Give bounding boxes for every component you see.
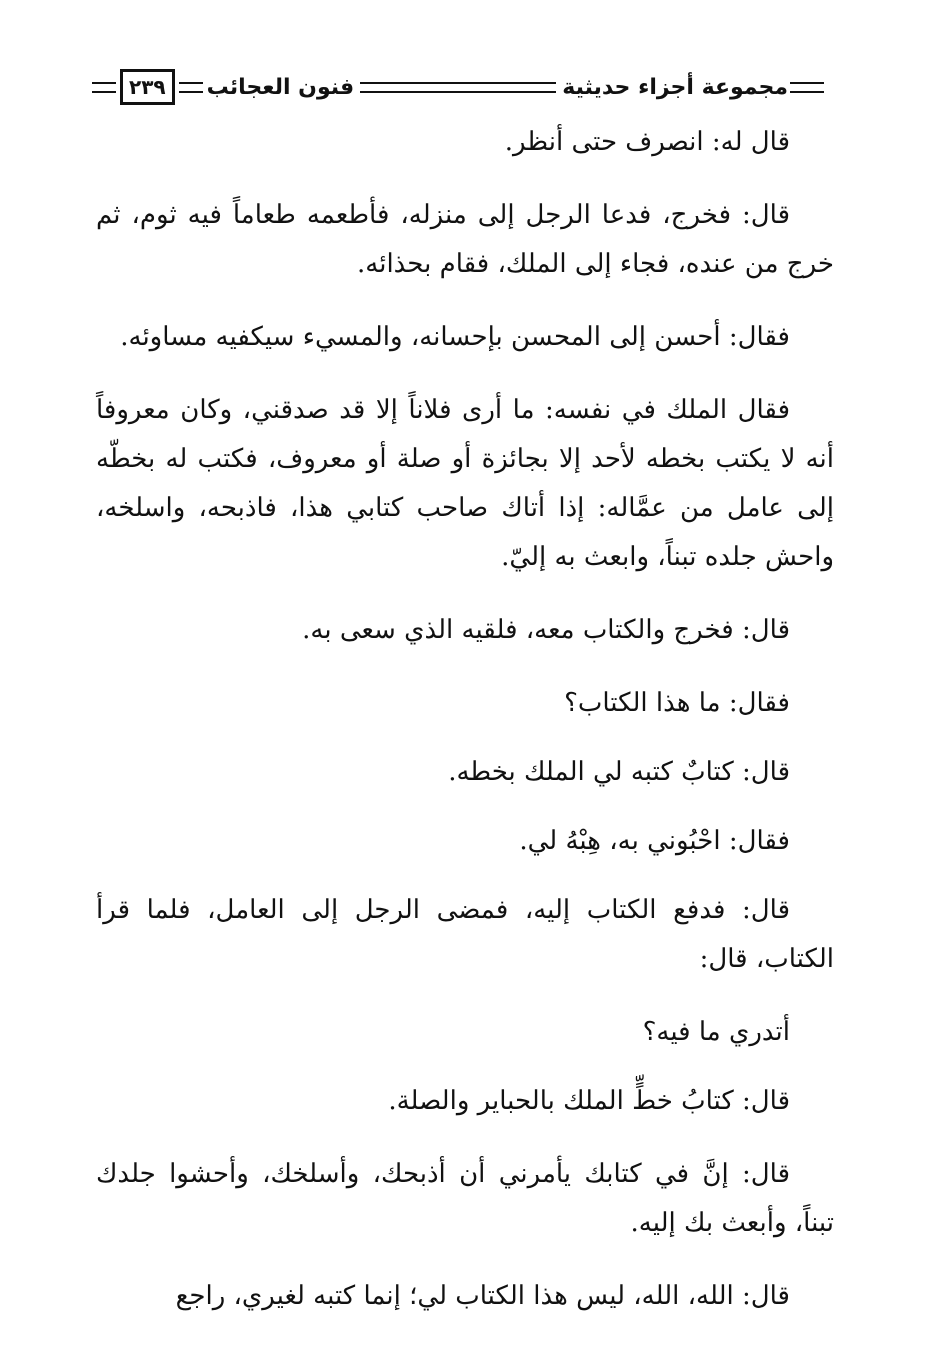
paragraph: قال له: انصرف حتى أنظر. [504,127,790,157]
paragraph: فقال: ما هذا الكتاب؟ [564,688,790,718]
page-number: ٢٣٩ [120,69,175,105]
paragraph: قال: كتابُ خطٍّ الملك بالحباير والصلة. [388,1086,790,1116]
paragraph: فقال الملك في نفسه: ما أرى فلاناً إلا قد صدقني، وكان معروفاً أنه لا يكتب بخطه لأحد إلا بجائزة أو صلة أو معروف، فكتب له بخطّه إلى عامل من عمَّاله: إذا أتاك صاحب كتابي هذا، فاذبحه، واسلخه، واحش جلده تبناً، وابعث به إليّ. [96,395,834,572]
book-title: مجموعة أجزاء حديثية [562,74,788,100]
paragraph: قال: فدفع الكتاب إليه، فمضى الرجل إلى العامل، فلما قرأ الكتاب، قال: [96,895,834,974]
paragraph: أتدري ما فيه؟ [642,1017,790,1047]
paragraph: فقال: احْبُوني به، هِبْهُ لي. [519,826,790,856]
header-rule-left [179,82,203,93]
paragraph: قال: فخرج، فدعا الرجل إلى منزله، فأطعمه طعاماً فيه ثوم، ثم خرج من عنده، فجاء إلى الملك، فقام بحذائه. [96,200,834,279]
running-header [88,62,826,112]
header-rule-end [92,82,116,93]
chapter-title: فنون العجائب [206,74,355,100]
paragraph: قال: كتابٌ كتبه لي الملك بخطه. [448,757,790,787]
paragraph: قال: فخرج والكتاب معه، فلقيه الذي سعى به. [302,615,790,645]
paragraph: فقال: أحسن إلى المحسن بإحسانه، والمسيء سيكفيه مساوئه. [120,322,790,352]
paragraph: قال: إنَّ في كتابك يأمرني أن أذبحك، وأسلخك، وأحشوا جلدك تبناً، وأبعث بك إليه. [96,1159,834,1238]
page-body [96,118,834,1345]
header-rule-middle [360,82,556,93]
paragraph: قال: الله، الله، ليس هذا الكتاب لي؛ إنما كتبه لغيري، راجع [175,1281,790,1311]
header-rule-right [790,82,824,93]
